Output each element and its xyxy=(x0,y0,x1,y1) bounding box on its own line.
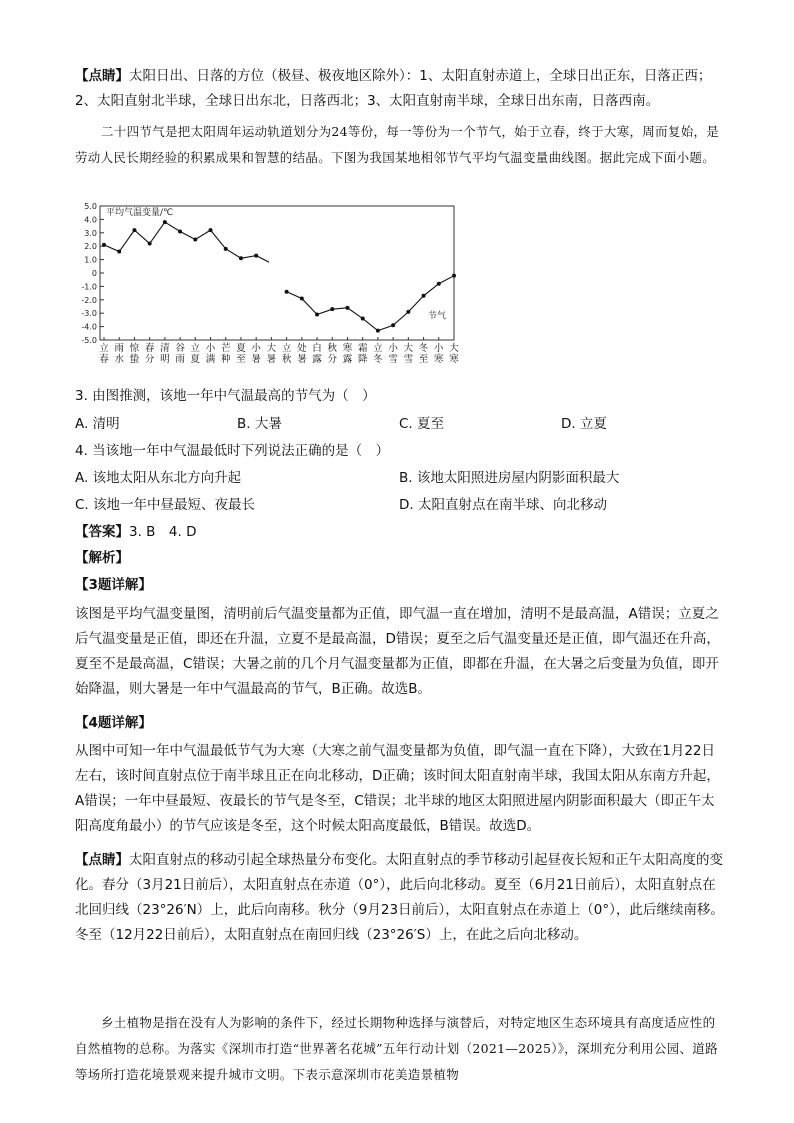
y-tick-label: -3.0 xyxy=(81,309,97,319)
analysis-heading: 【解析】 xyxy=(75,550,129,566)
point-tag: 【点睛】 xyxy=(75,68,129,84)
passage-2: 乡土植物是指在没有人为影响的条件下，经过长期物种选择与演替后，对特定地区生态环境具有高度适应性的自然植物的总称。为落实《深圳市打造“世界著名花城”五年行动计划（2021—2025）》，深圳充分利用公园、道路等场所打造花境景观来提升城市文明。下表示意深圳市花美造景植物 xyxy=(75,1015,718,1082)
data-point xyxy=(163,220,167,224)
q3-option-c[interactable]: C. 夏至 xyxy=(399,416,445,432)
x-tick-label: 春分 xyxy=(144,343,155,365)
y-tick-label: 5.0 xyxy=(84,202,97,211)
y-tick-label: 0 xyxy=(91,269,97,278)
data-point xyxy=(117,250,121,254)
data-point xyxy=(193,238,197,242)
y-tick-label: 2.0 xyxy=(84,242,97,252)
x-tick-label: 小暑 xyxy=(251,343,261,365)
x-tick-label: 小雪 xyxy=(388,343,398,365)
x-tick-label: 霜降 xyxy=(357,343,368,365)
data-point xyxy=(285,290,289,294)
answer-line xyxy=(75,521,197,543)
x-tick-label: 谷雨 xyxy=(175,343,185,365)
plot-frame xyxy=(100,206,454,340)
q3-detail-text: 该图是平均气温变量图，清明前后气温变量都为正值，即气温一直在增加，清明不是最高温，A错误；立夏之后气温变量是正值，即还在升温，立夏不是最高温，D错误；夏至之后气温变量还是正值，即气温还在升高，夏至不是最高温，C错误；大暑之前的几个月气温变量都为正值，即都在升温，在大暑之后变量为负值，即开始降温，则大暑是一年中气温最高的节气，B正确。故选B。 xyxy=(75,606,720,697)
intro-passage: 二十四节气是把太阳周年运动轨道划分为24等份，每一等份为一个节气，始于立春，终于大寒，周而复始，是劳动人民长期经验的积累成果和智慧的结晶。下图为我国某地相邻节气平均气温变量曲线图。据此完成下面小题。 xyxy=(75,124,720,165)
data-point xyxy=(132,228,136,232)
y-tick-label: -4.0 xyxy=(81,322,97,332)
x-tick-label: 惊蛰 xyxy=(129,343,140,365)
y-tick-label: 4.0 xyxy=(84,215,97,225)
point-note-1 xyxy=(75,64,725,114)
series-line-warm xyxy=(104,222,269,262)
chart-svg xyxy=(72,200,462,370)
x-tick-label: 白露 xyxy=(312,343,322,365)
x-tick-label: 大暑 xyxy=(266,343,277,365)
x-tick-label: 夏至 xyxy=(236,343,246,365)
x-tick-label: 立冬 xyxy=(373,343,383,365)
question-4-stem: 4. 当该地一年中气温最低时下列说法正确的是（ ） xyxy=(75,443,390,459)
y-tick-label: 1.0 xyxy=(84,255,97,265)
answer-text: 3. B 4. D xyxy=(129,524,197,540)
x-tick-label: 立春 xyxy=(99,343,109,365)
q4-option-a[interactable]: A. 该地太阳从东北方向升起 xyxy=(75,470,242,486)
temperature-change-chart xyxy=(72,200,462,370)
point-text-2: 太阳直射点的移动引起全球热量分布变化。太阳直射点的季节移动引起昼夜长短和正午太阳高度的变化。春分（3月21日前后），太阳直射点在赤道（0°），此后向北移动。夏至（6月21日前后），太阳直射点在北回归线（23°26′N）上，此后向南移。秋分（9月23日前后），太阳直射点在赤道上（0°），此后继续南移。冬至（12月22日前后），太阳直射点在南回归线（23°26′S）上，在此之后向北移动。 xyxy=(75,852,724,943)
data-point xyxy=(406,310,410,314)
q4-option-d[interactable]: D. 太阳直射点在南半球、向北移动 xyxy=(399,497,607,513)
data-point xyxy=(239,256,243,260)
data-point xyxy=(376,329,380,333)
q3-option-b[interactable]: B. 大暑 xyxy=(237,416,282,432)
data-point xyxy=(254,254,258,258)
data-point xyxy=(361,317,365,321)
x-axis-label: 节气 xyxy=(428,311,447,322)
y-tick-label: -1.0 xyxy=(81,282,97,292)
data-point xyxy=(437,282,441,286)
data-point xyxy=(178,229,182,233)
x-tick-label: 小满 xyxy=(205,343,216,365)
x-tick-label: 立夏 xyxy=(190,343,201,365)
point-tag-2: 【点睛】 xyxy=(75,852,129,868)
data-point xyxy=(330,307,334,311)
y-tick-label: 3.0 xyxy=(84,228,97,238)
data-point xyxy=(391,323,395,327)
x-tick-label: 冬至 xyxy=(418,343,429,365)
q3-detail-heading: 【3题详解】 xyxy=(75,577,152,593)
answer-tag: 【答案】 xyxy=(75,524,129,540)
q3-option-d[interactable]: D. 立夏 xyxy=(561,416,607,432)
data-point xyxy=(224,247,228,251)
data-point xyxy=(345,306,349,310)
point-note-2 xyxy=(75,848,725,948)
y-tick-label: -2.0 xyxy=(81,295,97,305)
series-line-cold xyxy=(287,276,454,331)
question-3-stem: 3. 由图推测，该地一年中气温最高的节气为（ ） xyxy=(75,388,376,404)
data-point xyxy=(300,296,304,300)
data-point xyxy=(422,294,426,298)
data-point xyxy=(452,274,456,278)
x-tick-label: 秋分 xyxy=(327,343,338,365)
q4-detail-heading: 【4题详解】 xyxy=(75,715,152,731)
data-point xyxy=(102,243,106,247)
y-axis-label: 平均气温变量/℃ xyxy=(106,208,174,218)
x-tick-label: 雨水 xyxy=(114,343,124,365)
y-tick-label: -5.0 xyxy=(81,336,97,345)
x-tick-label: 芒种 xyxy=(220,343,231,365)
q4-option-b[interactable]: B. 该地太阳照进房屋内阴影面积最大 xyxy=(399,470,620,486)
q4-detail-text: 从图中可知一年中气温最低节气为大寒（大寒之前气温变量都为负值，即气温一直在下降），大致在1月22日左右，该时间直射点位于南半球且正在向北移动，D正确；该时间太阳直射南半球，我国太阳从东南方升起，A错误；一年中昼最短、夜最长的节气是冬至，C错误；北半球的地区太阳照进屋内阴影面积最大（即正午太阳高度角最小）的节气应该是冬至，这个时候太阳高度最低，B错误。故选D。 xyxy=(75,743,720,834)
x-tick-label: 处暑 xyxy=(297,343,307,365)
x-tick-label: 立秋 xyxy=(281,343,292,365)
x-tick-label: 大雪 xyxy=(403,343,414,365)
q4-option-c[interactable]: C. 该地一年中昼最短、夜最长 xyxy=(75,497,256,513)
data-point xyxy=(209,228,213,232)
x-tick-label: 寒露 xyxy=(342,343,353,365)
data-point xyxy=(315,313,319,317)
x-tick-label: 小寒 xyxy=(434,343,444,365)
point-text: 太阳日出、日落的方位（极昼、极夜地区除外）：1、太阳直射赤道上，全球日出正东，日落正西；2、太阳直射北半球，全球日出东北，日落西北；3、太阳直射南半球，全球日出东南，日落西南。 xyxy=(75,68,712,109)
x-tick-label: 大寒 xyxy=(449,343,459,365)
x-tick-label: 清明 xyxy=(160,343,170,365)
q3-option-a[interactable]: A. 清明 xyxy=(75,416,120,432)
data-point xyxy=(148,242,152,246)
